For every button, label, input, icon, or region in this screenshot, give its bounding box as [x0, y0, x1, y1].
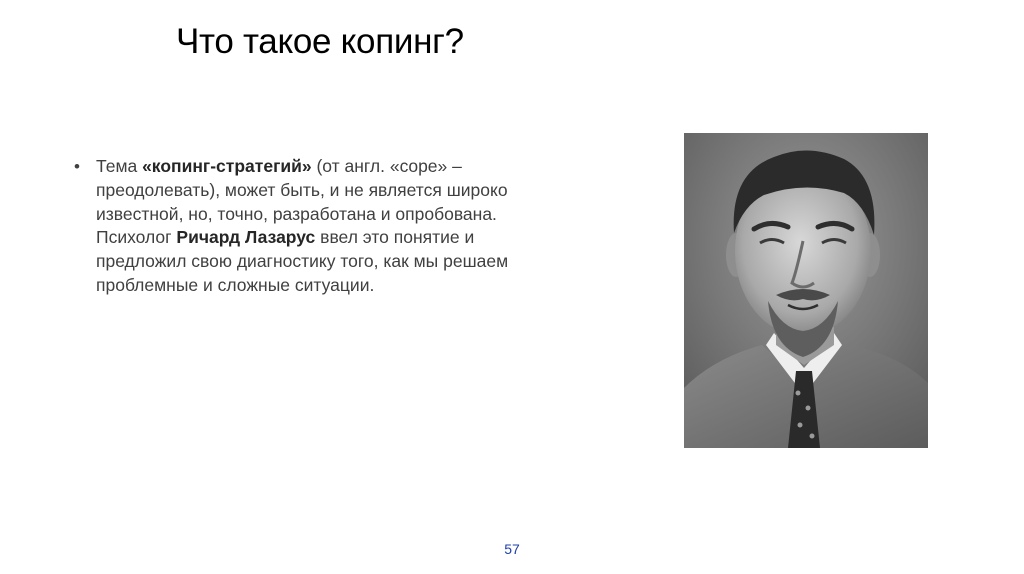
bullet-line-1 [96, 155, 594, 179]
slide-title: Что такое копинг? [176, 22, 464, 61]
page-number: 57 [504, 541, 520, 557]
person-name-lazarus: Ричард Лазарус [176, 227, 316, 248]
bullet-line-4 [96, 226, 594, 250]
person-photo-icon [684, 133, 928, 448]
term-coping-strategies: «копинг-стратегий» [142, 156, 312, 176]
bullet-item [74, 155, 594, 298]
bullet-line-3: известной, но, точно, разработана и опробована. [96, 203, 497, 224]
bullet-line-1-prefix: Тема [96, 156, 143, 176]
bullet-line-1-suffix: (от англ. «cope» – [311, 156, 462, 176]
bullet-line-4-prefix: Психолог [96, 227, 177, 248]
bullet-line-2: преодолевать), может быть, и не является широко [96, 179, 508, 200]
bullet-line-4-suffix: ввел это понятие и [315, 227, 475, 248]
bullet-list [74, 155, 594, 298]
bullet-dot-icon: • [74, 157, 80, 176]
bullet-line-5: предложил свою диагностику того, как мы решаем [96, 251, 509, 272]
portrait-photo [684, 133, 928, 448]
bullet-line-6: проблемные и сложные ситуации. [96, 274, 375, 295]
